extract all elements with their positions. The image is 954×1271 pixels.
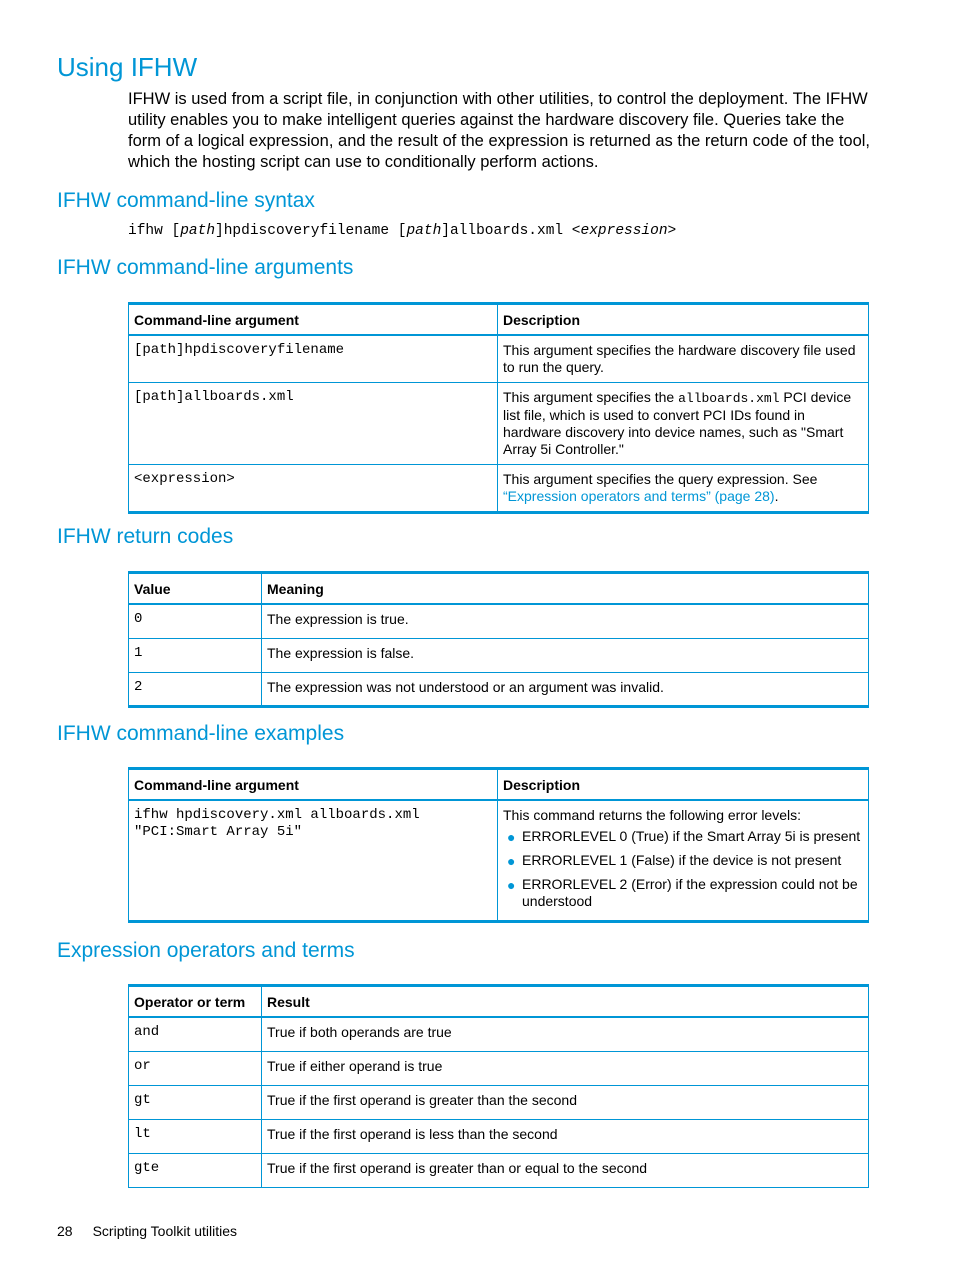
description-text: PCI device list file, which is used to convert PCI IDs found in hardware discovery into device names, such as "Smart Array 5i Controller." [503, 389, 852, 457]
table-row [129, 1119, 869, 1153]
page-number: 28 [57, 1223, 73, 1239]
operator-cell: or [129, 1051, 262, 1085]
meaning-cell: The expression was not understood or an argument was invalid. [262, 672, 869, 706]
description-text: This argument specifies the [503, 389, 679, 405]
operators-table [128, 984, 869, 1188]
description-cell [498, 800, 869, 921]
error-level-list [503, 828, 863, 910]
value-cell: 2 [129, 672, 262, 706]
syntax-text: > [667, 223, 677, 239]
description-cell: This argument specifies the hardware discovery file used to run the query. [498, 335, 869, 383]
table-row [129, 604, 869, 638]
table-row [129, 465, 869, 513]
example-command-cell [129, 800, 498, 921]
result-cell: True if either operand is true [262, 1051, 869, 1085]
description-text: This command returns the following error levels: [503, 807, 802, 823]
syntax-text: ]hpdiscoveryfilename [ [215, 223, 407, 239]
intro-paragraph: IFHW is used from a script file, in conjunction with other utilities, to control the deployment. The IFHW utility enables you to make intelligent queries against the hardware discovery file. Queries take the form of a logical expression, and the result of the expression is returned as the return code of the tool, which the hosting script can use to conditionally perform actions. [128, 90, 871, 171]
operator-cell: gte [129, 1153, 262, 1187]
syntax-placeholder-path: path [180, 223, 216, 239]
list-item-text: ERRORLEVEL 1 (False) if the device is not present [522, 852, 842, 868]
column-header: Command-line argument [129, 304, 498, 336]
chapter-title: Scripting Toolkit utilities [92, 1223, 238, 1239]
operator-cell: and [129, 1017, 262, 1051]
example-command-line: "PCI:Smart Array 5i" [134, 824, 303, 840]
syntax-placeholder-expression: expression [580, 223, 668, 239]
syntax-placeholder-path: path [406, 223, 442, 239]
heading-operators: Expression operators and terms [57, 939, 355, 962]
list-item [503, 852, 863, 869]
table-row [129, 1051, 869, 1085]
result-cell: True if the first operand is greater than the second [262, 1085, 869, 1119]
bullet-icon: ● [507, 829, 516, 845]
meaning-cell: The expression is false. [262, 638, 869, 672]
description-cell [498, 465, 869, 513]
table-row [129, 638, 869, 672]
bullet-icon: ● [507, 853, 516, 869]
meaning-cell: The expression is true. [262, 604, 869, 638]
column-header: Description [498, 769, 869, 801]
table-row [129, 383, 869, 465]
heading-return-codes: IFHW return codes [57, 525, 234, 548]
heading-syntax: IFHW command-line syntax [57, 189, 315, 212]
syntax-text: ifhw [ [128, 223, 181, 239]
column-header: Operator or term [129, 986, 262, 1018]
argument-cell: [path]hpdiscoveryfilename [129, 335, 498, 383]
description-cell [498, 383, 869, 465]
list-item-text: ERRORLEVEL 2 (Error) if the expression could not be understood [522, 876, 858, 909]
table-row [129, 1085, 869, 1119]
list-item [503, 828, 863, 845]
result-cell: True if both operands are true [262, 1017, 869, 1051]
description-text: . [774, 488, 779, 504]
examples-table [128, 767, 869, 923]
value-cell: 1 [129, 638, 262, 672]
argument-cell: [path]allboards.xml [129, 383, 498, 465]
value-cell: 0 [129, 604, 262, 638]
column-header: Command-line argument [129, 769, 498, 801]
syntax-line [128, 223, 676, 239]
list-item [503, 876, 863, 910]
cross-reference-link[interactable]: “Expression operators and terms” (page 28) [503, 488, 775, 504]
table-row [129, 1153, 869, 1187]
table-row [129, 335, 869, 383]
heading-arguments: IFHW command-line arguments [57, 256, 354, 279]
example-command-line: ifhw hpdiscovery.xml allboards.xml [134, 807, 420, 823]
argument-cell: <expression> [129, 465, 498, 513]
return-codes-table [128, 571, 869, 708]
heading-examples: IFHW command-line examples [57, 722, 345, 745]
column-header: Value [129, 573, 262, 605]
column-header: Result [262, 986, 869, 1018]
table-header-row [129, 769, 869, 801]
arguments-table [128, 302, 869, 514]
table-row [129, 672, 869, 706]
table-header-row [129, 304, 869, 336]
table-row [129, 1017, 869, 1051]
list-item-text: ERRORLEVEL 0 (True) if the Smart Array 5i is present [522, 828, 861, 844]
operator-cell: gt [129, 1085, 262, 1119]
operator-cell: lt [129, 1119, 262, 1153]
inline-code: allboards.xml [678, 391, 780, 406]
result-cell: True if the first operand is greater than or equal to the second [262, 1153, 869, 1187]
table-row [129, 800, 869, 921]
description-text: This argument specifies the query expression. See [503, 471, 818, 487]
syntax-text: ]allboards.xml < [441, 223, 581, 239]
table-header-row [129, 573, 869, 605]
table-header-row [129, 986, 869, 1018]
result-cell: True if the first operand is less than the second [262, 1119, 869, 1153]
bullet-icon: ● [507, 877, 516, 893]
page-footer [57, 1223, 237, 1239]
column-header: Description [498, 304, 869, 336]
page-title: Using IFHW [57, 52, 198, 82]
column-header: Meaning [262, 573, 869, 605]
